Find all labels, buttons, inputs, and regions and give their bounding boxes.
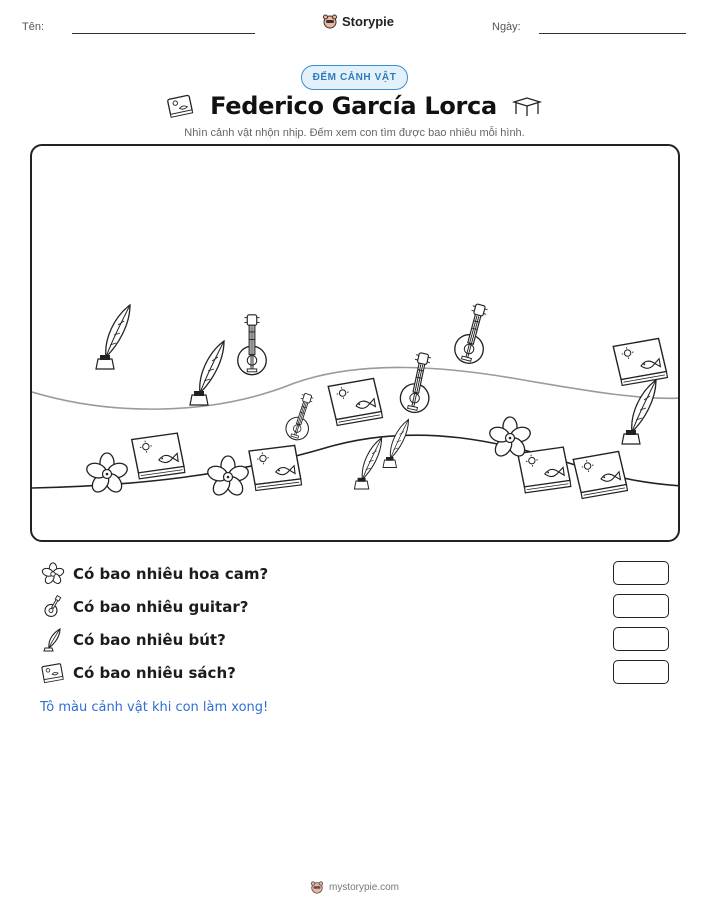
flower-2 <box>206 456 250 498</box>
storypie-mascot-icon <box>310 880 324 894</box>
date-label: Ngày: <box>492 21 521 33</box>
quill-3 <box>354 438 381 489</box>
orange-blossom-icon <box>40 561 66 587</box>
question-text: Có bao nhiêu guitar? <box>73 598 249 616</box>
guitar-2 <box>283 391 319 443</box>
brand-logo <box>322 13 394 29</box>
guitar-1 <box>238 315 267 375</box>
counting-scene <box>30 144 680 542</box>
name-label: Tên: <box>22 21 45 33</box>
question-row-books <box>40 659 680 687</box>
site-url[interactable]: mystorypie.com <box>328 881 399 893</box>
site-footer <box>0 880 709 894</box>
page-title: Federico García Lorca <box>210 92 497 120</box>
book-2 <box>249 445 302 491</box>
quill-4 <box>383 420 409 468</box>
table-icon <box>511 95 543 117</box>
quill-2 <box>190 341 224 405</box>
book-5 <box>573 451 627 499</box>
quill-pen-icon <box>40 627 66 653</box>
flower-1 <box>85 453 129 495</box>
book-icon <box>166 93 196 119</box>
title-row <box>0 92 709 120</box>
guitar-3 <box>398 351 438 415</box>
date-line[interactable] <box>539 33 686 34</box>
answer-box-flowers[interactable] <box>613 561 669 585</box>
instructions: Nhìn cảnh vật nhộn nhịp. Đếm xem con tìm được bao nhiêu mỗi hình. <box>184 127 525 139</box>
answer-box-books[interactable] <box>613 660 669 684</box>
guitar-icon <box>40 594 66 620</box>
book-4 <box>518 447 571 493</box>
question-text: Có bao nhiêu sách? <box>73 664 236 682</box>
activity-tag: ĐẾM CẢNH VẬT <box>301 65 408 90</box>
quill-5 <box>622 380 656 444</box>
question-row-guitars <box>40 593 680 621</box>
storypie-mascot-icon <box>322 13 338 29</box>
book-icon <box>40 660 66 686</box>
answer-box-guitars[interactable] <box>613 594 669 618</box>
book-3 <box>328 378 382 426</box>
guitar-4 <box>452 301 495 366</box>
answer-box-quills[interactable] <box>613 627 669 651</box>
book-1 <box>132 433 185 479</box>
scene-illustration <box>32 146 680 542</box>
question-row-quills <box>40 626 680 654</box>
coloring-note: Tô màu cảnh vật khi con làm xong! <box>40 700 269 715</box>
brand-name: Storypie <box>342 13 395 29</box>
quill-1 <box>96 305 130 369</box>
name-line[interactable] <box>72 33 255 34</box>
question-text: Có bao nhiêu hoa cam? <box>73 565 269 583</box>
book-6 <box>613 338 667 386</box>
question-text: Có bao nhiêu bút? <box>73 631 226 649</box>
question-row-flowers <box>40 560 680 588</box>
